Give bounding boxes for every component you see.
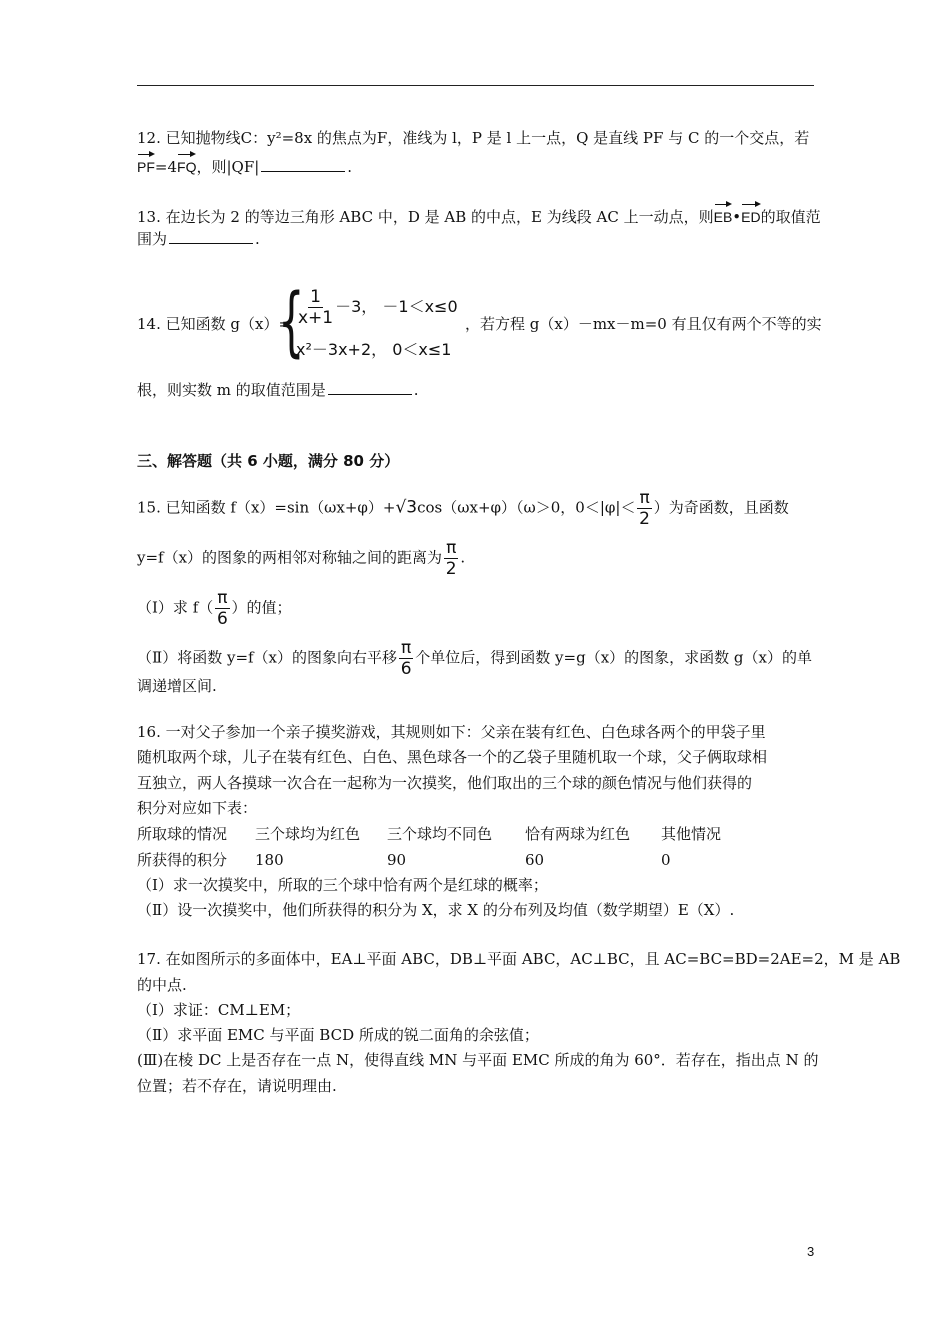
answer-blank-13 [169, 229, 253, 244]
piecewise-brace: { [278, 276, 305, 365]
q13-line2 [137, 229, 260, 249]
q15-part2-post: 个单位后，得到函数 y=g（x）的图象，求函数 g（x）的单 [415, 648, 812, 667]
q13-period: . [255, 230, 260, 248]
q15-line2-text: y=f（x）的图象的两相邻对称轴之间的距离为 [137, 548, 443, 567]
header-rule [137, 85, 814, 86]
q17-line1: 17. 在如图所示的多面体中，EA⊥平面 ABC，DB⊥平面 ABC，AC⊥BC，且 AC=BC=BD=2AE=2，M 是 AB [137, 950, 901, 968]
q14-period: . [413, 381, 419, 399]
score-table-header [137, 824, 721, 844]
q14-line2-text: 根，则实数 m 的取值范围是 [137, 381, 326, 399]
numerator: π [217, 588, 228, 608]
q13-line2-text: 围为 [137, 230, 168, 248]
table-cell: 恰有两球为红色 [525, 825, 631, 843]
q14-suffix: ，若方程 g（x）－mx－m=0 有且仅有两个不等的实 [465, 315, 822, 333]
section-heading: 三、解答题（共 6 小题，满分 80 分） [137, 452, 400, 470]
piecewise-case2: x²－3x+2， 0＜x≤1 [296, 340, 452, 359]
table-cell: 0 [661, 851, 671, 869]
q16-part2: （Ⅱ）设一次摸奖中，他们所获得的积分为 X，求 X 的分布列及均值（数学期望）E（X）. [137, 901, 735, 919]
q15-part2 [137, 638, 812, 679]
fraction-pi-over-6 [215, 588, 229, 629]
sqrt-3: √3 [395, 497, 418, 518]
q17-part3: (Ⅲ)在棱 DC 上是否存在一点 N，使得直线 MN 与平面 EMC 所成的角为 60°．若存在，指出点 N 的 [137, 1051, 819, 1069]
q15-period: . [460, 548, 466, 567]
numerator: 1 [310, 287, 321, 307]
q16-line1: 16. 一对父子参加一个亲子摸奖游戏，其规则如下：父亲在装有红色、白色球各两个的甲袋子里 [137, 723, 766, 741]
answer-blank-12 [261, 157, 345, 172]
denominator: 2 [445, 559, 457, 579]
table-cell: 所获得的积分 [137, 851, 228, 869]
numerator: π [401, 638, 412, 658]
q15-part2-line2: 调递增区间. [137, 677, 217, 695]
table-cell: 60 [525, 851, 545, 869]
q12-line2 [137, 153, 352, 177]
denominator: 6 [216, 609, 228, 629]
q16-line2: 随机取两个球，儿子在装有红色、白色、黑色球各一个的乙袋子里随机取一个球，父子俩取球相 [137, 748, 768, 766]
table-cell: 所取球的情况 [137, 825, 228, 843]
q13-line1 [137, 203, 821, 227]
fraction-pi-over-2 [444, 538, 458, 579]
q15-text-pre: 15. 已知函数 f（x）=sin（ωx+φ）+ [137, 498, 396, 517]
q17-line2: 的中点. [137, 976, 187, 994]
fraction-pi-over-6 [399, 638, 413, 679]
table-cell: 90 [387, 851, 407, 869]
vector-eb: EB [714, 203, 733, 227]
denominator: 6 [400, 659, 412, 679]
table-cell: 180 [255, 851, 284, 869]
q15-part1-post: ）的值； [231, 598, 292, 617]
q15-text-post: ）为奇函数，且函数 [653, 498, 789, 517]
fraction-1-over-x1 [298, 287, 333, 328]
answer-blank-14 [328, 380, 412, 395]
q15-part1-pre: （Ⅰ）求 f（ [137, 598, 214, 617]
numerator: π [446, 538, 457, 558]
q15-part2-pre: （Ⅱ）将函数 y=f（x）的图象向右平移 [137, 648, 398, 667]
vector-ed: ED [741, 203, 760, 227]
q15-part1 [137, 588, 292, 629]
denominator: 2 [639, 509, 650, 529]
q15-line2 [137, 538, 465, 579]
q16-part1: （Ⅰ）求一次摸奖中，所取的三个球中恰有两个是红球的概率； [137, 876, 548, 894]
vector-fq: FQ [177, 153, 196, 177]
q13-text-post: 的取值范 [760, 208, 821, 226]
q14-prefix: 14. 已知函数 g（x）= [137, 315, 292, 333]
q15-line1 [137, 488, 789, 529]
vector-pf: PF [137, 153, 155, 177]
q13-text: 13. 在边长为 2 的等边三角形 ABC 中，D 是 AB 的中点，E 为线段 AC 上一动点，则 [137, 208, 714, 226]
q12-tail: ，则|QF| [196, 158, 260, 176]
fraction-pi-over-2 [637, 488, 651, 529]
numerator: π [639, 488, 650, 508]
q17-part3-line2: 位置；若不存在，请说明理由. [137, 1077, 337, 1095]
dot-operator: • [732, 208, 742, 226]
q16-line3: 互独立，两人各摸球一次合在一起称为一次摸奖，他们取出的三个球的颜色情况与他们获得的 [137, 774, 753, 792]
page-number: 3 [807, 1244, 815, 1259]
q12-line1: 12. 已知抛物线C：y²=8x 的焦点为F，准线为 l，P 是 l 上一点，Q 是直线 PF 与 C 的一个交点，若 [137, 129, 810, 147]
q16-line4: 积分对应如下表： [137, 799, 258, 817]
q12-eq4: =4 [154, 158, 178, 176]
case1-rest: －3， －1＜x≤0 [335, 297, 458, 316]
q17-part2: （Ⅱ）求平面 EMC 与平面 BCD 所成的锐二面角的余弦值； [137, 1026, 539, 1044]
q14-line2 [137, 380, 419, 400]
table-cell: 其他情况 [661, 825, 722, 843]
denominator: x+1 [298, 308, 334, 328]
table-cell: 三个球均为红色 [255, 825, 361, 843]
q15-text-mid: cos（ωx+φ）（ω＞0，0＜|φ|＜ [417, 498, 636, 517]
q17-part1: （Ⅰ）求证：CM⊥EM； [137, 1001, 301, 1019]
table-cell: 三个球均不同色 [387, 825, 493, 843]
piecewise-case1 [296, 287, 458, 328]
score-table-row [137, 850, 671, 870]
q12-period: . [347, 158, 353, 176]
